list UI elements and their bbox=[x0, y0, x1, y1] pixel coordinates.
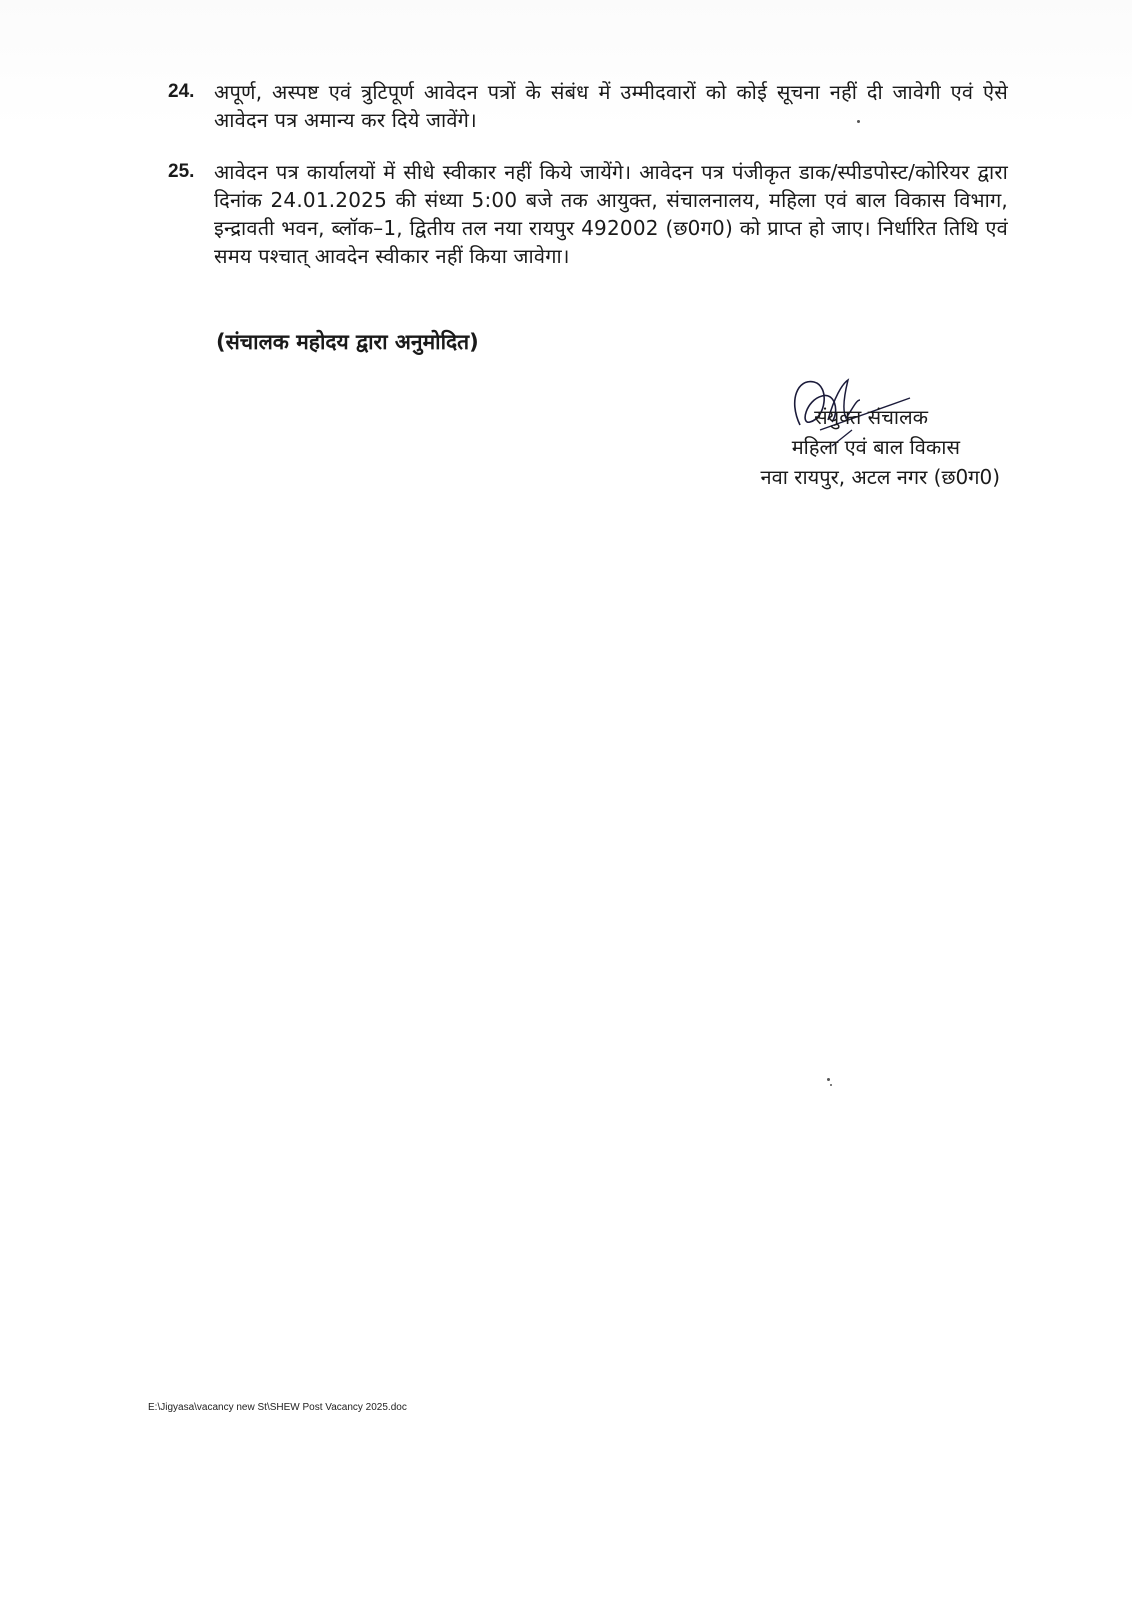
scan-speck bbox=[830, 1084, 832, 1086]
clause-24 bbox=[168, 78, 1008, 134]
clause-number: 25. bbox=[168, 161, 195, 182]
clause-text: अपूर्ण, अस्पष्ट एवं त्रुटिपूर्ण आवेदन पत्रों के संबंध में उम्मीदवारों को कोई सूचना नहीं दी जावेगी एवं ऐसे आवेदन पत्र अमान्य कर दिये जावेंगे। bbox=[214, 80, 1008, 132]
signatory-department: महिला एवं बाल विकास bbox=[791, 435, 960, 459]
signature-block bbox=[761, 402, 1000, 492]
approval-note: (संचालक महोदय द्वारा अनुमोदित) bbox=[216, 330, 479, 354]
signatory-location: नवा रायपुर, अटल नगर (छ0ग0) bbox=[760, 465, 1000, 489]
scan-speck bbox=[857, 120, 860, 123]
scan-speck bbox=[827, 1078, 830, 1081]
signatory-designation: संयुक्त संचालक bbox=[814, 405, 928, 429]
clause-25 bbox=[168, 158, 1008, 270]
clause-text: आवेदन पत्र कार्यालयों में सीधे स्वीकार नहीं किये जायेंगे। आवेदन पत्र पंजीकृत डाक/स्पीडपोस्ट/कोरियर द्वारा दिनांक 24.01.2025 की संध्या 5:00 बजे तक आयुक्त, संचालनालय, महिला एवं बाल विकास विभाग, इन्द्रावती भवन, ब्लॉक–1, द्वितीय तल नया रायपुर 492002 (छ0ग0) को प्राप्त हो जाए। निर्धारित तिथि एवं समय पश्चात् आवदेन स्वीकार नहीं किया जावेगा। bbox=[214, 160, 1008, 268]
clause-number: 24. bbox=[168, 81, 195, 102]
footer-file-path: E:\Jigyasa\vacancy new St\SHEW Post Vacancy 2025.doc bbox=[148, 1402, 407, 1413]
